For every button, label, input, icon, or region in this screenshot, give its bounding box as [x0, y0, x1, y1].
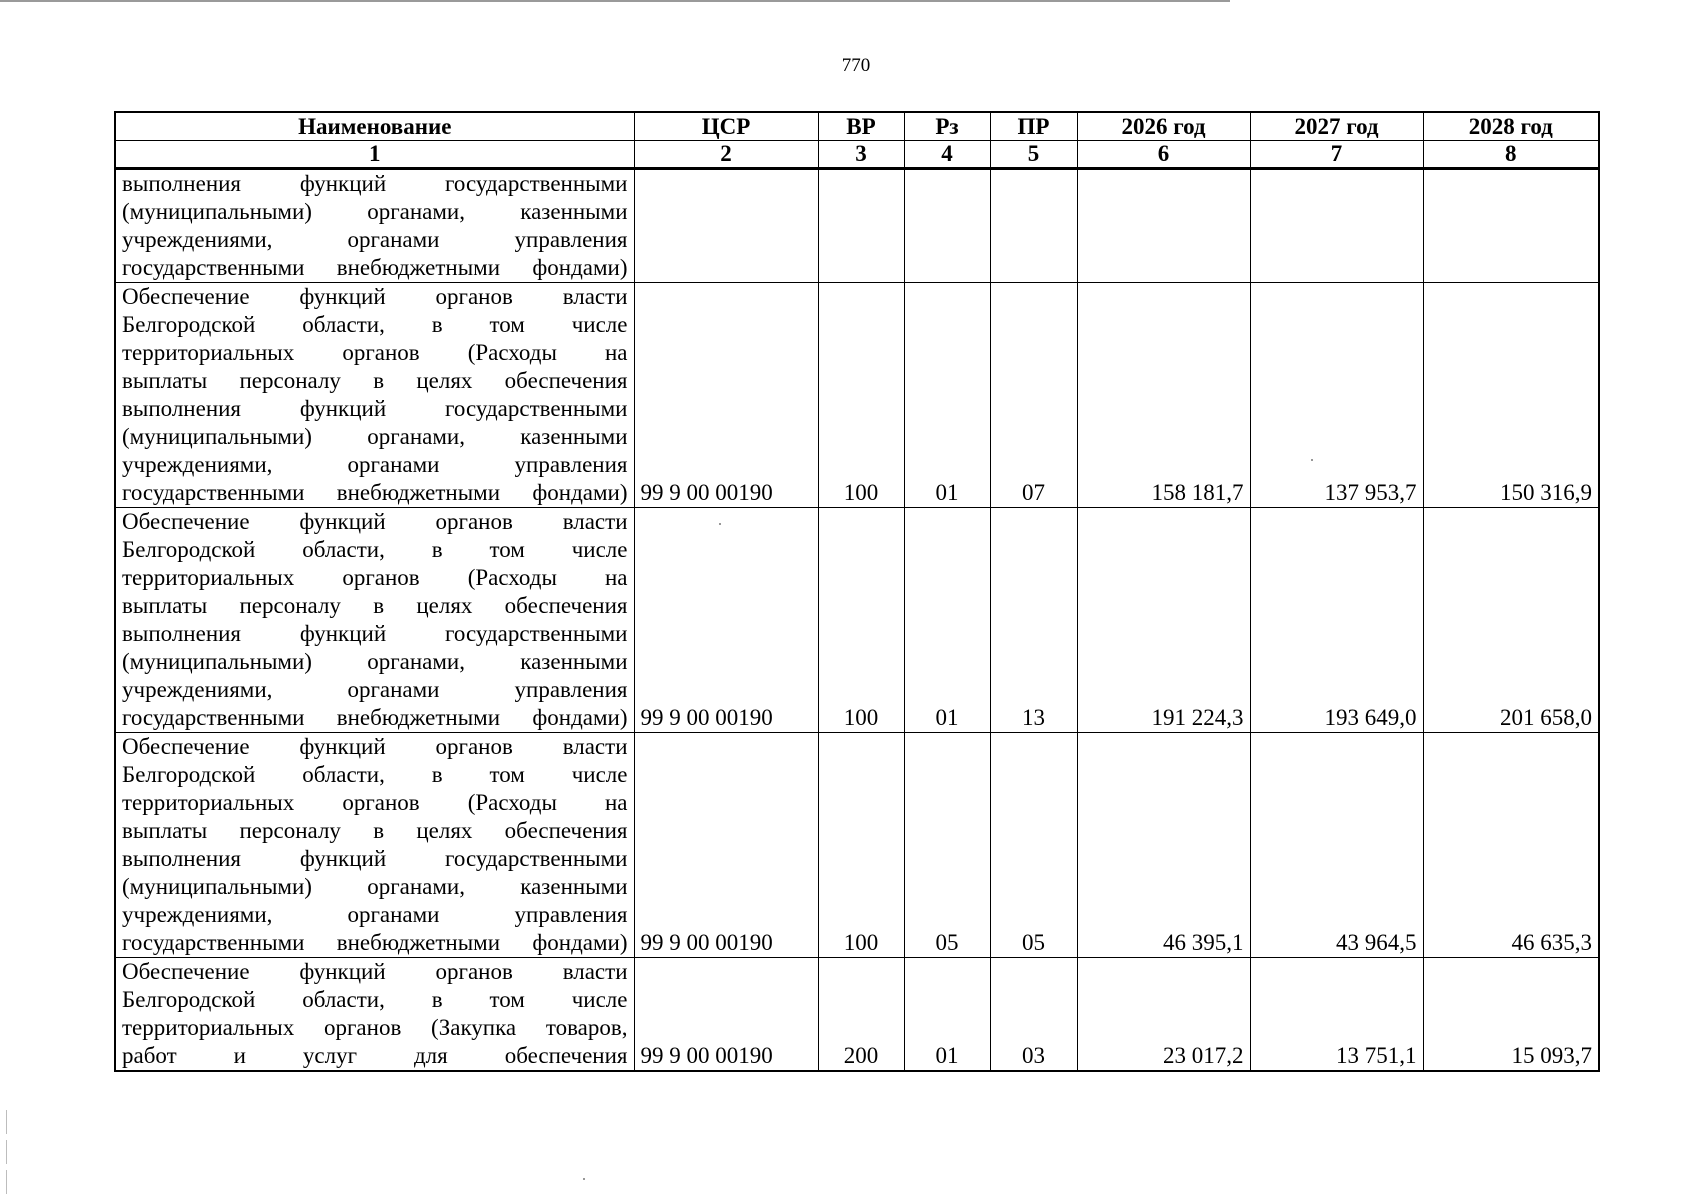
cell-2027: 193 649,0: [1250, 508, 1423, 733]
cell-vr: 100: [818, 733, 904, 958]
scan-margin-mark: [6, 1110, 7, 1134]
cell-rz: 01: [904, 508, 990, 733]
cell-2028: 46 635,3: [1423, 733, 1599, 958]
table-row: [115, 508, 1599, 733]
cell-pr: 13: [990, 508, 1077, 733]
table-row: [115, 958, 1599, 1072]
column-number: 6: [1077, 141, 1250, 169]
name-line: Белгородской области, в том числе: [122, 312, 628, 337]
name-line: Белгородской области, в том числе: [122, 762, 628, 787]
cell-rz: 01: [904, 958, 990, 1072]
name-line: государственными внебюджетными фондами): [122, 705, 628, 730]
cell-csr: [634, 169, 818, 283]
name-line: (муниципальными) органами, казенными: [122, 649, 628, 674]
name-line: территориальных органов (Расходы на: [122, 340, 628, 365]
header-name: Наименование: [115, 112, 634, 141]
name-line: территориальных органов (Расходы на: [122, 790, 628, 815]
table-row: [115, 733, 1599, 958]
cell-name: [115, 958, 634, 1072]
header-2027: 2027 год: [1250, 112, 1423, 141]
name-line: учреждениями, органами управления: [122, 227, 628, 252]
cell-vr: [818, 169, 904, 283]
cell-rz: 01: [904, 283, 990, 508]
scan-speck: [719, 523, 721, 525]
cell-2026: 46 395,1: [1077, 733, 1250, 958]
header-csr: ЦСР: [634, 112, 818, 141]
cell-2027: 43 964,5: [1250, 733, 1423, 958]
cell-vr: 200: [818, 958, 904, 1072]
header-2028: 2028 год: [1423, 112, 1599, 141]
name-line: (муниципальными) органами, казенными: [122, 424, 628, 449]
name-line: государственными внебюджетными фондами): [122, 480, 628, 505]
cell-2027: [1250, 169, 1423, 283]
cell-pr: 07: [990, 283, 1077, 508]
header-pr: ПР: [990, 112, 1077, 141]
cell-2028: 201 658,0: [1423, 508, 1599, 733]
column-number: 8: [1423, 141, 1599, 169]
cell-csr: 99 9 00 00190: [634, 733, 818, 958]
header-vr: ВР: [818, 112, 904, 141]
cell-name: [115, 169, 634, 283]
name-line: Обеспечение функций органов власти: [122, 509, 628, 534]
scan-top-edge: [0, 0, 1230, 2]
cell-pr: 03: [990, 958, 1077, 1072]
name-line: выполнения функций государственными: [122, 846, 628, 871]
name-line: территориальных органов (Закупка товаров,: [122, 1015, 628, 1040]
cell-csr: 99 9 00 00190: [634, 958, 818, 1072]
name-line: Обеспечение функций органов власти: [122, 959, 628, 984]
scan-speck: [1311, 459, 1313, 461]
name-line: выполнения функций государственными: [122, 171, 628, 196]
name-line: государственными внебюджетными фондами): [122, 255, 628, 280]
cell-2028: 15 093,7: [1423, 958, 1599, 1072]
name-line: учреждениями, органами управления: [122, 452, 628, 477]
name-line: учреждениями, органами управления: [122, 902, 628, 927]
cell-vr: 100: [818, 508, 904, 733]
cell-2028: [1423, 169, 1599, 283]
cell-csr: 99 9 00 00190: [634, 283, 818, 508]
header-row: [115, 112, 1599, 141]
name-line: работ и услуг для обеспечения: [122, 1043, 628, 1068]
column-number: 2: [634, 141, 818, 169]
table-row: [115, 283, 1599, 508]
name-line: (муниципальными) органами, казенными: [122, 199, 628, 224]
name-line: выплаты персоналу в целях обеспечения: [122, 818, 628, 843]
cell-name: [115, 283, 634, 508]
header-rz: Рз: [904, 112, 990, 141]
cell-2026: [1077, 169, 1250, 283]
cell-rz: [904, 169, 990, 283]
page-number: 770: [841, 55, 871, 76]
column-number: 4: [904, 141, 990, 169]
name-line: выплаты персоналу в целях обеспечения: [122, 593, 628, 618]
header-2026: 2026 год: [1077, 112, 1250, 141]
budget-table: [114, 111, 1600, 1072]
name-line: Белгородской области, в том числе: [122, 537, 628, 562]
cell-2027: 137 953,7: [1250, 283, 1423, 508]
cell-pr: 05: [990, 733, 1077, 958]
column-number-row: [115, 141, 1599, 169]
table-row: [115, 169, 1599, 283]
cell-rz: 05: [904, 733, 990, 958]
cell-vr: 100: [818, 283, 904, 508]
cell-2026: 158 181,7: [1077, 283, 1250, 508]
name-line: государственными внебюджетными фондами): [122, 930, 628, 955]
cell-pr: [990, 169, 1077, 283]
name-line: Обеспечение функций органов власти: [122, 734, 628, 759]
name-line: территориальных органов (Расходы на: [122, 565, 628, 590]
name-line: выплаты персоналу в целях обеспечения: [122, 368, 628, 393]
cell-2027: 13 751,1: [1250, 958, 1423, 1072]
name-line: Белгородской области, в том числе: [122, 987, 628, 1012]
scan-margin-mark: [6, 1170, 7, 1194]
cell-2028: 150 316,9: [1423, 283, 1599, 508]
cell-2026: 191 224,3: [1077, 508, 1250, 733]
name-line: (муниципальными) органами, казенными: [122, 874, 628, 899]
column-number: 3: [818, 141, 904, 169]
cell-csr: 99 9 00 00190: [634, 508, 818, 733]
name-line: выполнения функций государственными: [122, 621, 628, 646]
name-line: учреждениями, органами управления: [122, 677, 628, 702]
column-number: 5: [990, 141, 1077, 169]
column-number: 1: [115, 141, 634, 169]
column-number: 7: [1250, 141, 1423, 169]
name-line: выполнения функций государственными: [122, 396, 628, 421]
scan-speck: [583, 1178, 585, 1180]
cell-name: [115, 508, 634, 733]
scan-margin-mark: [6, 1140, 7, 1164]
cell-name: [115, 733, 634, 958]
cell-2026: 23 017,2: [1077, 958, 1250, 1072]
name-line: Обеспечение функций органов власти: [122, 284, 628, 309]
